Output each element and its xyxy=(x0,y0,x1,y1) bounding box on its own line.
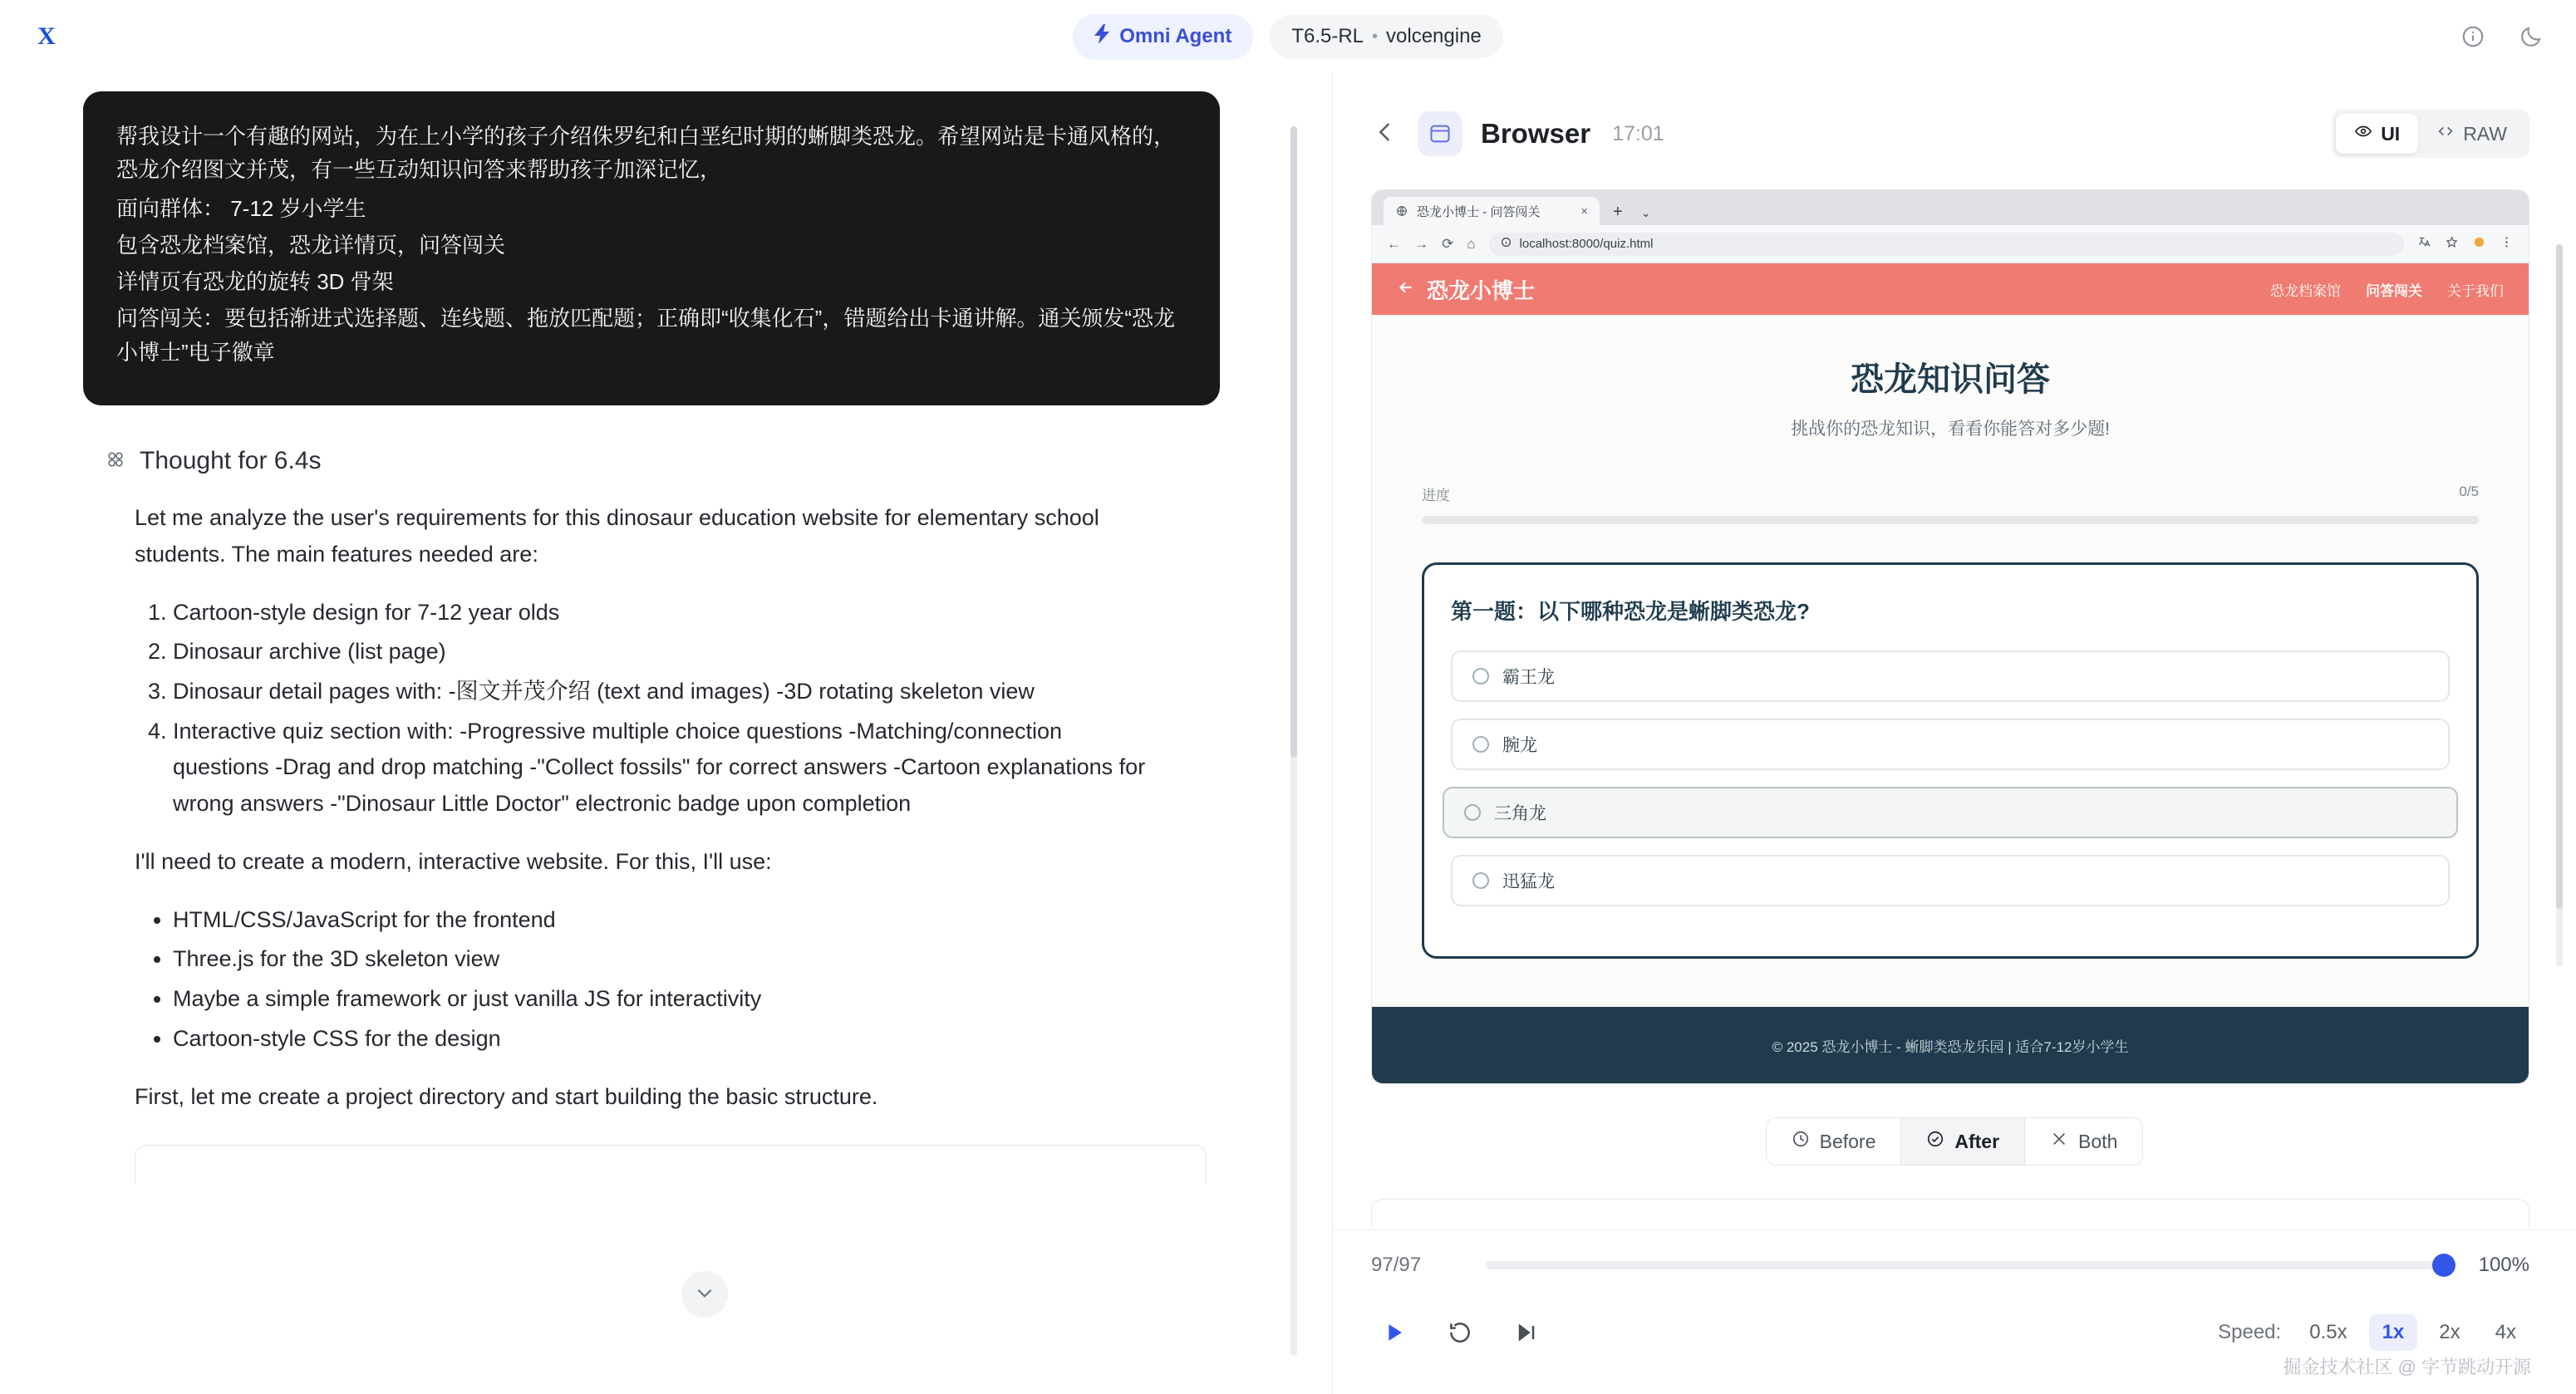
new-tab-button[interactable]: + xyxy=(1613,203,1623,221)
thought-intro: Let me analyze the user's requirements for this dinosaur education website for elementary school students. The main features needed are: xyxy=(135,505,1099,567)
check-circle-icon xyxy=(1926,1130,1944,1153)
playback-bar xyxy=(1333,1230,2576,1394)
site-brand[interactable] xyxy=(1397,274,1535,305)
browser-tabstrip xyxy=(1372,190,2529,225)
quiz-option-label: 腕龙 xyxy=(1502,736,1537,755)
next-preview-card xyxy=(1371,1199,2529,1229)
radio-icon xyxy=(1472,736,1489,753)
home-icon[interactable]: ⌂ xyxy=(1467,235,1476,252)
browser-toolbar xyxy=(1372,225,2529,263)
topbar-center-group xyxy=(0,14,2576,60)
prompt-line: 包含恐龙档案馆，恐龙详情页，问答闯关 xyxy=(116,232,506,258)
radio-icon xyxy=(1464,804,1481,821)
tab-raw[interactable] xyxy=(2418,114,2525,154)
star-icon[interactable] xyxy=(2445,235,2459,253)
site-nav-about[interactable]: 关于我们 xyxy=(2447,282,2504,299)
replay-icon[interactable] xyxy=(1438,1310,1482,1355)
split-icon xyxy=(2050,1130,2068,1153)
list-item: 2. Dinosaur archive (list page) xyxy=(173,634,1163,670)
speed-option-1x[interactable]: 1x xyxy=(2369,1314,2418,1351)
speed-option-2x[interactable]: 2x xyxy=(2439,1321,2460,1343)
both-label: Both xyxy=(2078,1130,2118,1152)
prompt-line: 面向群体： 7-12 岁小学生 xyxy=(116,195,366,221)
tab-ui[interactable] xyxy=(2336,114,2418,154)
topbar-actions xyxy=(2456,20,2548,53)
thought-body xyxy=(83,500,1163,1115)
watermark: 掘金技术社区 @ 字节跳动开源 xyxy=(2283,1357,2531,1377)
user-prompt-card xyxy=(83,91,1220,405)
seek-handle[interactable] xyxy=(2432,1254,2456,1277)
speed-label: Speed: xyxy=(2218,1321,2282,1343)
top-bar xyxy=(0,0,2576,73)
site-nav-quiz[interactable]: 问答闯关 xyxy=(2366,282,2422,299)
compare-toolbar xyxy=(1333,1117,2576,1166)
playback-seek-row xyxy=(1371,1254,2529,1277)
list-item: • Three.js for the 3D skeleton view xyxy=(173,941,1163,978)
page-title: Browser xyxy=(1481,118,1591,149)
quiz-subtitle: 挑战你的恐龙知识，看看你能答对多少题! xyxy=(1791,420,2110,439)
prompt-line: 帮我设计一个有趣的网站，为在上小学的孩子介绍侏罗纪和白垩纪时期的蜥脚类恐龙。希望网站是卡通风格的，恐龙介绍图文并茂，有一些互动知识问答来帮助孩子加深记忆， xyxy=(116,124,1176,183)
app-logo: X xyxy=(37,22,56,50)
model-provider: volcengine xyxy=(1386,25,1482,47)
model-separator: • xyxy=(1372,27,1379,46)
scroll-to-bottom-button[interactable] xyxy=(681,1271,728,1318)
site-footer: © 2025 恐龙小博士 - 蜥脚类恐龙乐园 | 适合7-12岁小学生 xyxy=(1372,1007,2529,1083)
info-icon[interactable] xyxy=(2456,20,2490,53)
tab-raw-label: RAW xyxy=(2463,122,2507,145)
extension-icon[interactable] xyxy=(2472,235,2486,253)
model-name: T6.5-RL xyxy=(1291,25,1364,47)
progress-label: 进度 xyxy=(1422,488,1450,503)
skip-end-icon[interactable] xyxy=(1504,1310,1549,1355)
site-nav-archive[interactable]: 恐龙档案馆 xyxy=(2270,282,2341,299)
both-button[interactable] xyxy=(2025,1118,2142,1165)
timestamp: 17:01 xyxy=(1612,121,1664,145)
eye-icon xyxy=(2354,122,2372,145)
scrollbar-thumb[interactable] xyxy=(1290,126,1297,758)
agent-selector-button[interactable] xyxy=(1073,14,1253,60)
thought-outro: First, let me create a project directory and start building the basic structure. xyxy=(135,1083,878,1109)
progress-row xyxy=(1422,483,2479,504)
code-icon xyxy=(2436,122,2455,145)
arrow-left-icon xyxy=(1397,277,1415,302)
conversation-scrollbar[interactable] xyxy=(1290,126,1297,1356)
quiz-option[interactable] xyxy=(1451,719,2450,770)
list-item: • HTML/CSS/JavaScript for the frontend xyxy=(173,902,1163,939)
clock-icon xyxy=(1792,1130,1810,1153)
after-button[interactable] xyxy=(1901,1118,2025,1165)
thought-mid: I'll need to create a modern, interactive website. For this, I'll use: xyxy=(135,848,772,874)
progress-bar xyxy=(1422,516,2479,524)
thought-label: Thought for 6.4s xyxy=(140,447,322,475)
agent-label: Omni Agent xyxy=(1119,25,1232,47)
site-nav xyxy=(2270,279,2504,300)
back-icon[interactable]: ← xyxy=(1387,235,1401,252)
browser-tab-title: 恐龙小博士 - 问答闯关 xyxy=(1417,204,1541,219)
conversation-pane xyxy=(0,73,1332,1394)
next-message-card xyxy=(135,1145,1207,1183)
thought-bullet-list xyxy=(135,902,1163,1058)
before-label: Before xyxy=(1819,1130,1876,1152)
after-label: After xyxy=(1954,1130,2000,1152)
quiz-option[interactable] xyxy=(1451,855,2450,906)
list-item: • Maybe a simple framework or just vanilla JS for interactivity xyxy=(173,981,1163,1018)
preview-pane xyxy=(1333,73,2576,1394)
list-item: 1. Cartoon-style design for 7-12 year olds xyxy=(173,595,1163,631)
quiz-question: 第一题：以下哪种恐龙是蜥脚类恐龙? xyxy=(1451,599,1810,624)
browser-tab[interactable] xyxy=(1384,197,1600,225)
site-header xyxy=(1372,263,2529,315)
url-text: localhost:8000/quiz.html xyxy=(1519,237,1654,251)
moon-icon[interactable] xyxy=(2515,20,2548,53)
model-selector-button[interactable] xyxy=(1270,15,1502,58)
list-item: • Cartoon-style CSS for the design xyxy=(173,1021,1163,1058)
quiz-option-label: 霸王龙 xyxy=(1502,668,1555,687)
chevron-down-icon[interactable]: ⌄ xyxy=(1640,206,1651,219)
chevron-down-icon xyxy=(694,1282,715,1308)
forward-icon[interactable]: → xyxy=(1414,235,1428,252)
preview-scrollbar[interactable] xyxy=(2556,244,2563,967)
playback-controls xyxy=(1371,1310,2529,1355)
site-brand-label: 恐龙小博士 xyxy=(1427,277,1536,303)
thought-numbered-list xyxy=(135,595,1163,822)
thought-header[interactable] xyxy=(105,447,1266,475)
list-item: 3. Dinosaur detail pages with: -图文并茂介绍 (text and images) -3D rotating skeleton view xyxy=(173,674,1163,710)
scrollbar-thumb[interactable] xyxy=(2556,244,2563,909)
close-icon[interactable]: × xyxy=(1581,204,1588,218)
view-mode-toggle xyxy=(2332,110,2529,158)
radio-icon xyxy=(1472,872,1489,889)
zoom-level: 100% xyxy=(2478,1254,2529,1276)
preview-header xyxy=(1333,73,2576,158)
url-input[interactable] xyxy=(1489,233,2404,256)
brain-icon xyxy=(105,449,126,474)
quiz-option[interactable] xyxy=(1443,787,2458,838)
speed-option-0-5x[interactable]: 0.5x xyxy=(2309,1321,2347,1343)
browser-app-icon xyxy=(1418,111,1463,156)
globe-icon xyxy=(1395,204,1408,218)
list-item: 4. Interactive quiz section with: -Progressive multiple choice questions -Matching/connection questions -Drag and drop matching -"Collect fossils" for correct answers -Cartoon explanations for wrong answers -"Dinosaur Little Doctor" electronic badge upon completion xyxy=(173,714,1163,822)
back-arrow-icon[interactable] xyxy=(1371,118,1399,150)
info-circle-icon xyxy=(1501,237,1512,251)
tab-ui-label: UI xyxy=(2381,122,2401,145)
quiz-card xyxy=(1422,562,2479,959)
frame-counter: 97/97 xyxy=(1371,1254,1422,1276)
translate-icon[interactable] xyxy=(2417,235,2431,253)
bolt-icon xyxy=(1094,24,1111,50)
seek-slider[interactable] xyxy=(1486,1261,2456,1269)
progress-value: 0/5 xyxy=(2459,483,2479,499)
quiz-title: 恐龙知识问答 xyxy=(1851,361,2050,398)
speed-selector xyxy=(2218,1314,2529,1351)
prompt-line: 问答闯关：要包括渐进式选择题、连线题、拖放匹配题；正确即“收集化石”，错题给出卡通讲解。通关颁发“恐龙小博士”电子徽章 xyxy=(116,306,1175,365)
quiz-option[interactable] xyxy=(1451,650,2450,702)
prompt-line: 详情页有恐龙的旋转 3D 骨架 xyxy=(116,269,394,295)
quiz-option-label: 三角龙 xyxy=(1494,804,1546,823)
speed-option-4x[interactable]: 4x xyxy=(2495,1321,2516,1343)
before-button[interactable] xyxy=(1767,1118,1902,1165)
reload-icon[interactable]: ⟳ xyxy=(1442,235,1454,252)
play-icon[interactable] xyxy=(1371,1310,1416,1355)
radio-icon xyxy=(1472,668,1489,685)
browser-screenshot xyxy=(1371,189,2529,1084)
quiz-option-label: 迅猛龙 xyxy=(1502,872,1555,891)
main-split xyxy=(0,73,2576,1394)
menu-icon[interactable] xyxy=(2500,235,2514,253)
site-body xyxy=(1372,315,2529,1083)
